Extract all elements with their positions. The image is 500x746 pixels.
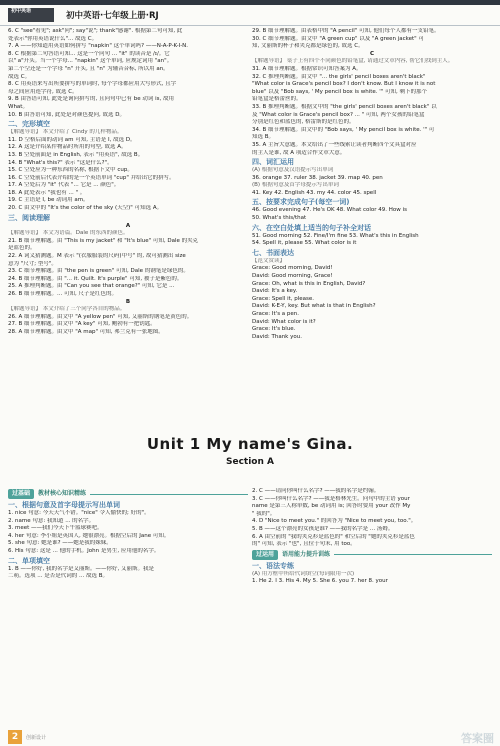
answer-line: 8. C 根据第二句答语可知... 这是一个问句 ... "it" 的读音是 /ɪ/。它 (8, 50, 170, 57)
answer-line: David: It's a key. (252, 288, 298, 295)
answer-line: 32. C 推理判断题。由文中 "... the girls' pencil boxes aren't black" (252, 73, 426, 80)
answer-line: 23. C 细节理解题。由 "the pen is green" 可知, Dale 的钢笔是绿色的。 (8, 268, 189, 275)
section-heading: 四、词汇运用 (252, 158, 294, 167)
band-text: 教材核心知识精练 (38, 490, 87, 498)
answer-line: 18. A 此处表示 "我也有 ... " 。 (8, 189, 86, 196)
answer-line: 51. Good morning 52. Fine/I'm fine 53. What's this in English (252, 232, 419, 239)
section-heading: 二、单项填空 (8, 556, 50, 565)
answer-line: Grace: Good morning, David! (252, 265, 333, 272)
answer-line: 分别是红色和蓝色的, 格雷斯的是红色的。 (252, 119, 355, 126)
band-text: 语用能力提升训练 (282, 550, 331, 558)
answer-line: 21. B 细节理解题。由 "This is my jacket" 和 "It's blue" 可知, Dale 的夹克 (8, 237, 199, 244)
page-number: 2 (8, 730, 22, 744)
band-tag: 过运用 (252, 550, 278, 560)
answer-line: 29. B 细节理解题。由表格中的 "A pencil" 可知, 他们每个人都有一支铅笔。 (252, 28, 440, 34)
passage-label: C (369, 50, 375, 57)
guide-note: (B) 根据句意及首字母提示写出单词 (252, 182, 339, 189)
answer-line: 14. B "What's this?" 表示 "这是什么?"。 (8, 159, 113, 166)
answer-line: 20. C 由文中的 "It's the color of the sky (天空)" 可知选 A。 (8, 205, 163, 212)
answer-line: 意为 "尺寸; 型号"。 (8, 260, 57, 267)
answer-line: 17. A 空处后为 "it" 代表 "... 它是 ... 颜色"。 (8, 182, 120, 189)
answer-line: 2. C ——请问你叫什么名字? ——我的名字是约翰。 (252, 488, 380, 494)
answer-line: 第二个空还是一个字母 "n" 开头, 且 "n" 为辅音音标, 所以用 an。 (8, 65, 169, 72)
answer-line: 2. name 句意: 我知道 ... 的名字。 (8, 517, 95, 524)
answer-line: 15. C 空处应为一种东西的名称, 根据下文中 cup。 (8, 167, 133, 174)
answer-line: 以" a"开头。当一个字母... "napkin" 这个单词, 应规定词用 "an"。 (8, 58, 173, 65)
answer-line: 30. C 细节理解题。由文中 "A green cup" 以及 "A green jacket" 可 (252, 35, 424, 42)
answer-line: 及 "What color is Grace's pencil box? ... " 可知, 两个女孩的铅笔盒 (252, 111, 425, 118)
answer-line: blue" 以及 "Bob says, ' My pencil box is white. '" 可知, 剩下的那个 (252, 88, 428, 95)
answer-line: 4. D "Nice to meet you." 的回答为 "Nice to meet you, too."。 (252, 518, 417, 525)
guide-note: 【解题导语】 本文为语篇。Dale 的东西的颜色。 (8, 230, 129, 237)
answer-line: 3. meet ——我们今天下午篮球赛吧。 (8, 525, 103, 532)
page-header (0, 0, 500, 26)
answer-line: " 我的"。 (252, 510, 276, 517)
answer-column-right (252, 28, 492, 341)
answer-line: David: Thank you. (252, 333, 302, 340)
answer-line: 27. B 细节理解题。由文中 "A key" 可知, 鲍勃有一把钥匙。 (8, 321, 156, 328)
answer-line: What。 (8, 103, 28, 110)
answer-line: 11. D 空格后面的动词 am 可知, 主语是 I, 故选 D。 (8, 136, 136, 143)
answer-line: Grace: Spell it, please. (252, 295, 315, 302)
answer-line: 6. A 由空前的 "我的夹克衫是蓝色的" 和空后的 "她的夹克衫是蓝色 (252, 533, 415, 540)
passage-label: A (125, 222, 131, 229)
brand-logo: 初中英语 (8, 8, 54, 22)
answer-line: 母之间应用连字符, 故选 C。 (8, 88, 78, 95)
section-heading: 六、在空白处填上适当的句子补全对话 (252, 223, 371, 232)
guide-note: (A) 用方框中所给代词填空(每词限用一次) (252, 570, 355, 577)
answer-line: 故选 C。 (8, 73, 31, 80)
band-line (90, 494, 248, 495)
answer-line: Grace: It's a pen. (252, 311, 300, 317)
footer-mark: 创新设计 (26, 735, 47, 741)
answer-line: 35. A 主旨大意题。本文给出了一些线索让读者判断四个文具盒对应 (252, 141, 417, 148)
band-line (334, 554, 492, 555)
answer-line: 知, 文丽斯的杯子和夹克都是绿色的, 故选 C。 (252, 43, 364, 50)
guide-note: (A) 根据句意及汉语提示写出单词 (252, 167, 334, 174)
guide-note: 【解题导语】 本文介绍了三个同学各自的物品。 (8, 306, 126, 313)
answer-line: 28. A 细节理解题。由文中 "A map" 可知, 弗兰克有一张地图。 (8, 328, 164, 335)
answer-line: 9. B 由答语可知, 此处是询问拼写的, 且问句中已有 be 动词 is, 故用 (8, 96, 175, 103)
answer-line: 7. A ——你知道用英语如何拼写 "napkin" 这个单词吗? ——N-A-P-K-I-N. (8, 43, 189, 50)
section-band-apply (252, 549, 492, 561)
answer-line: 的" 可知, 表示 "也", 且位于句末, 用 too。 (252, 541, 356, 548)
answer-line: 12. A 这是介绍某件物品时所用的句型, 故选 A。 (8, 144, 127, 151)
section-heading: 一、语法专练 (252, 561, 294, 570)
answer-line: 46. Good evening 47. He's OK 48. What color 49. How is (252, 207, 407, 214)
section-heading: 三、阅读理解 (8, 213, 50, 222)
guide-note: 【解题导语】 桌子上有四个不同颜色的铅笔盒, 请通过文章内容, 帮它们找到主人。 (252, 58, 454, 65)
band-tag: 过基础 (8, 489, 34, 499)
answer-line: 26. B 细节理解题。... 可知, 尺子是红色的。 (8, 291, 118, 297)
answer-line: 25. A 推理判断题。由 "Can you see that orange?" 可知, 它是 ... (8, 283, 175, 290)
answer-line: 36. orange 37. ruler 38. jacket 39. map 40. pen (252, 174, 383, 181)
answer-line: 33. B 推理判断题。根据文中的 "the girls' pencil boxes aren't black" 以 (252, 103, 437, 110)
answer-line: 22. A 词义猜测题。M 表示 "(衣服服装的尺码)中号" 的, 故可猜测出 size (8, 253, 186, 260)
section-heading: 二、完形填空 (8, 120, 50, 129)
page-footer (0, 728, 500, 746)
answer-line: 铅笔盒是格蕾丝的。 (252, 96, 302, 103)
answer-line: 1. He 2. I 3. His 4. My 5. She 6. you 7. her 8. your (252, 578, 388, 585)
guide-note: 【解题导语】 本文介绍了 Cindy 的几样物品。 (8, 129, 123, 136)
answer-line: 19. C 主语是 I, be 动词用 am。 (8, 197, 89, 204)
book-title: 初中英语·七年级上册·RJ (66, 11, 159, 21)
answer-line: 13. B 空处前面是 in English, 表示 "用英语", 故选 B。 (8, 151, 144, 158)
unit-column-right (252, 488, 492, 586)
answer-line: 8. C 用英语来写出所要拼写的单词时, 每个字母都应用大写形式, 且字 (8, 81, 177, 88)
answer-line: 4. her 句意: 李小姐是英国人, 她很漂亮。根据空后的 Jane 可知。 (8, 532, 170, 539)
watermark: 答案圈 (461, 732, 494, 745)
answer-line: 10. B 由答语可知, 此处是对颜色提问, 故选 D。 (8, 111, 125, 118)
unit-column-left (8, 488, 248, 581)
section-heading: 一、根据句意及首字母提示写出单词 (8, 501, 120, 509)
answer-line: 34. B 细节理解题。由文中的 "Bob says, ' My pencil box is white. '" 可 (252, 126, 435, 133)
header-stripe (0, 0, 500, 5)
section-heading: 五、按要求完成句子(每空一词) (252, 198, 350, 207)
answer-line: 16. C 空处前后代表介绍的是一个英语单词 "cup" 并给出它的拼写。 (8, 174, 175, 181)
answer-line: 50. What's this/that (252, 215, 307, 222)
answer-line: Grace: It's blue. (252, 326, 296, 333)
section-title: Section A (226, 457, 274, 467)
unit-heading (0, 435, 500, 467)
answer-line: 1. nice 句意: 今天天气不错。"nice" 令人愉快的; 好的"。 (8, 510, 150, 516)
answer-line: 1. B ——你好, 我的名字是艾丽斯。——你好, 艾丽斯。我是 (8, 565, 155, 572)
answer-line: 5. B ——这个漂亮的女孩是谁? ——我的名字是 ... 汤姆。 (252, 525, 394, 532)
answer-line: 是蓝色的。 (8, 245, 36, 252)
answer-line: 6. His 句意: 这是 ... 他的手机。John 是男生, 应用他的名字。 (8, 547, 160, 554)
answer-line: 3. C ——你叫什么名字? ——我是格林先生。问句中的主语 your (252, 495, 410, 502)
answer-line: 知选 B。 (252, 134, 275, 141)
answer-column-left (8, 28, 248, 337)
answer-line: "What color is Grace's pencil box? I don't know. But I know it is not (252, 81, 436, 88)
answer-line: 6. C "see"看见"; ask"问"; say"说"; thank"感谢". 根据第二句可知, 此 (8, 28, 183, 34)
answer-line: 二萌。选项 ... 是否是代词的 ... 故选 B。 (8, 573, 109, 580)
answer-line: 的主人是谁, 故 A 项适合作文章大意。 (252, 149, 346, 156)
answer-line: David: What color is it? (252, 318, 316, 325)
section-band-basics (8, 488, 248, 500)
unit-title: Unit 1 My name's Gina. (146, 435, 354, 453)
header-rule (0, 25, 500, 26)
answer-line: 处表示"你用英语说什么"... 故选 C。 (8, 35, 98, 42)
answer-line: 26. A 细节理解题。由文中 "A yellow pen" 可知, 艾丽斯的钢笔是黄色的。 (8, 313, 193, 320)
answer-line: David: Good morning, Grace! (252, 273, 333, 280)
answer-line: David: K-E-Y, key. But what is that in English? (252, 303, 376, 310)
answer-line: 31. A 细节理解题。根据常识可知答案为 A。 (252, 65, 362, 72)
section-heading: 七、书面表达 (252, 248, 294, 257)
answer-line: name 是第三人称单数, be 动词用 is; 回答时要用 your 改作 My (252, 503, 411, 510)
guide-note: 【范文赏读】 (252, 257, 286, 264)
answer-line: 5. she 句意: 她是谁? ——她是我的妹妹。 (8, 540, 112, 547)
answer-line: 24. B 细节理解题。由 "... it. Quilt. It's purple" 可知, 被子是紫色的。 (8, 275, 183, 282)
answer-line: Grace: Oh, what is this in English, David? (252, 280, 366, 287)
answer-line: 54. Spell it, please 55. What color is it (252, 240, 357, 247)
answer-line: 41. Key 42. English 43. my 44. color 45. spell (252, 189, 377, 196)
passage-label: B (125, 298, 131, 305)
